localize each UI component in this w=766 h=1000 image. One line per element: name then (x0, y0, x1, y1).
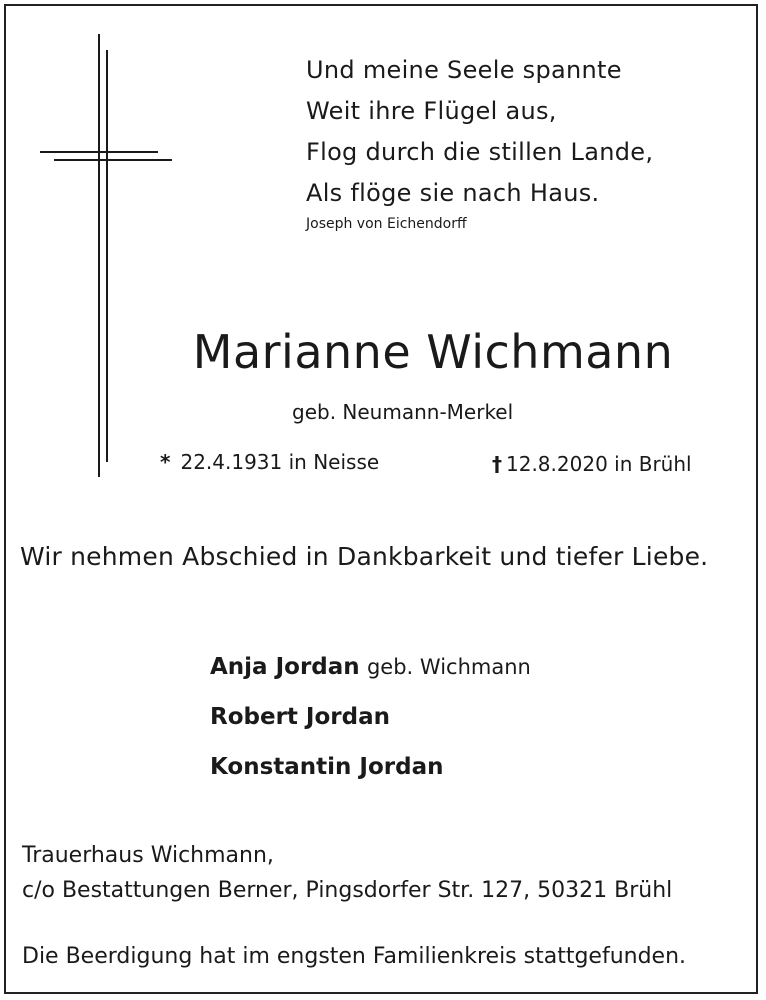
address-line: Trauerhaus Wichmann, (22, 843, 274, 868)
funeral-note: Die Beerdigung hat im engsten Familienkreis stattgefunden. (22, 944, 687, 969)
birth-info (160, 450, 379, 474)
poem-author: Joseph von Eichendorff (306, 216, 467, 232)
poem-line: Weit ihre Flügel aus, (306, 97, 557, 125)
mourner (210, 642, 531, 692)
maiden-name: geb. Neumann-Merkel (292, 400, 514, 424)
death-info (492, 452, 692, 476)
death-date: 12.8.2020 in Brühl (506, 452, 692, 476)
birth-star-icon: * (160, 450, 171, 474)
cross-vertical-line (98, 34, 100, 477)
farewell-text: Wir nehmen Abschied in Dankbarkeit und tiefer Liebe. (20, 542, 709, 571)
mourner (210, 692, 531, 742)
poem-line: Als flöge sie nach Haus. (306, 179, 600, 207)
death-cross-icon: † (492, 452, 502, 476)
mourner-name: Robert Jordan (210, 704, 390, 730)
address (22, 838, 672, 908)
birth-date: 22.4.1931 in Neisse (180, 450, 380, 474)
poem (306, 50, 653, 232)
mourners-list (210, 642, 531, 792)
cross-horizontal-line (54, 159, 172, 161)
poem-line: Und meine Seele spannte (306, 56, 622, 84)
mourner-name: Anja Jordan (210, 654, 360, 680)
mourner-note: geb. Wichmann (366, 655, 531, 679)
mourner (210, 742, 531, 792)
cross-horizontal-line (40, 151, 158, 153)
cross-vertical-line (106, 50, 108, 462)
address-line: c/o Bestattungen Berner, Pingsdorfer Str. 127, 50321 Brühl (22, 878, 673, 903)
poem-line: Flog durch die stillen Lande, (306, 138, 654, 166)
mourner-name: Konstantin Jordan (210, 754, 444, 780)
deceased-name: Marianne Wichmann (192, 325, 674, 379)
